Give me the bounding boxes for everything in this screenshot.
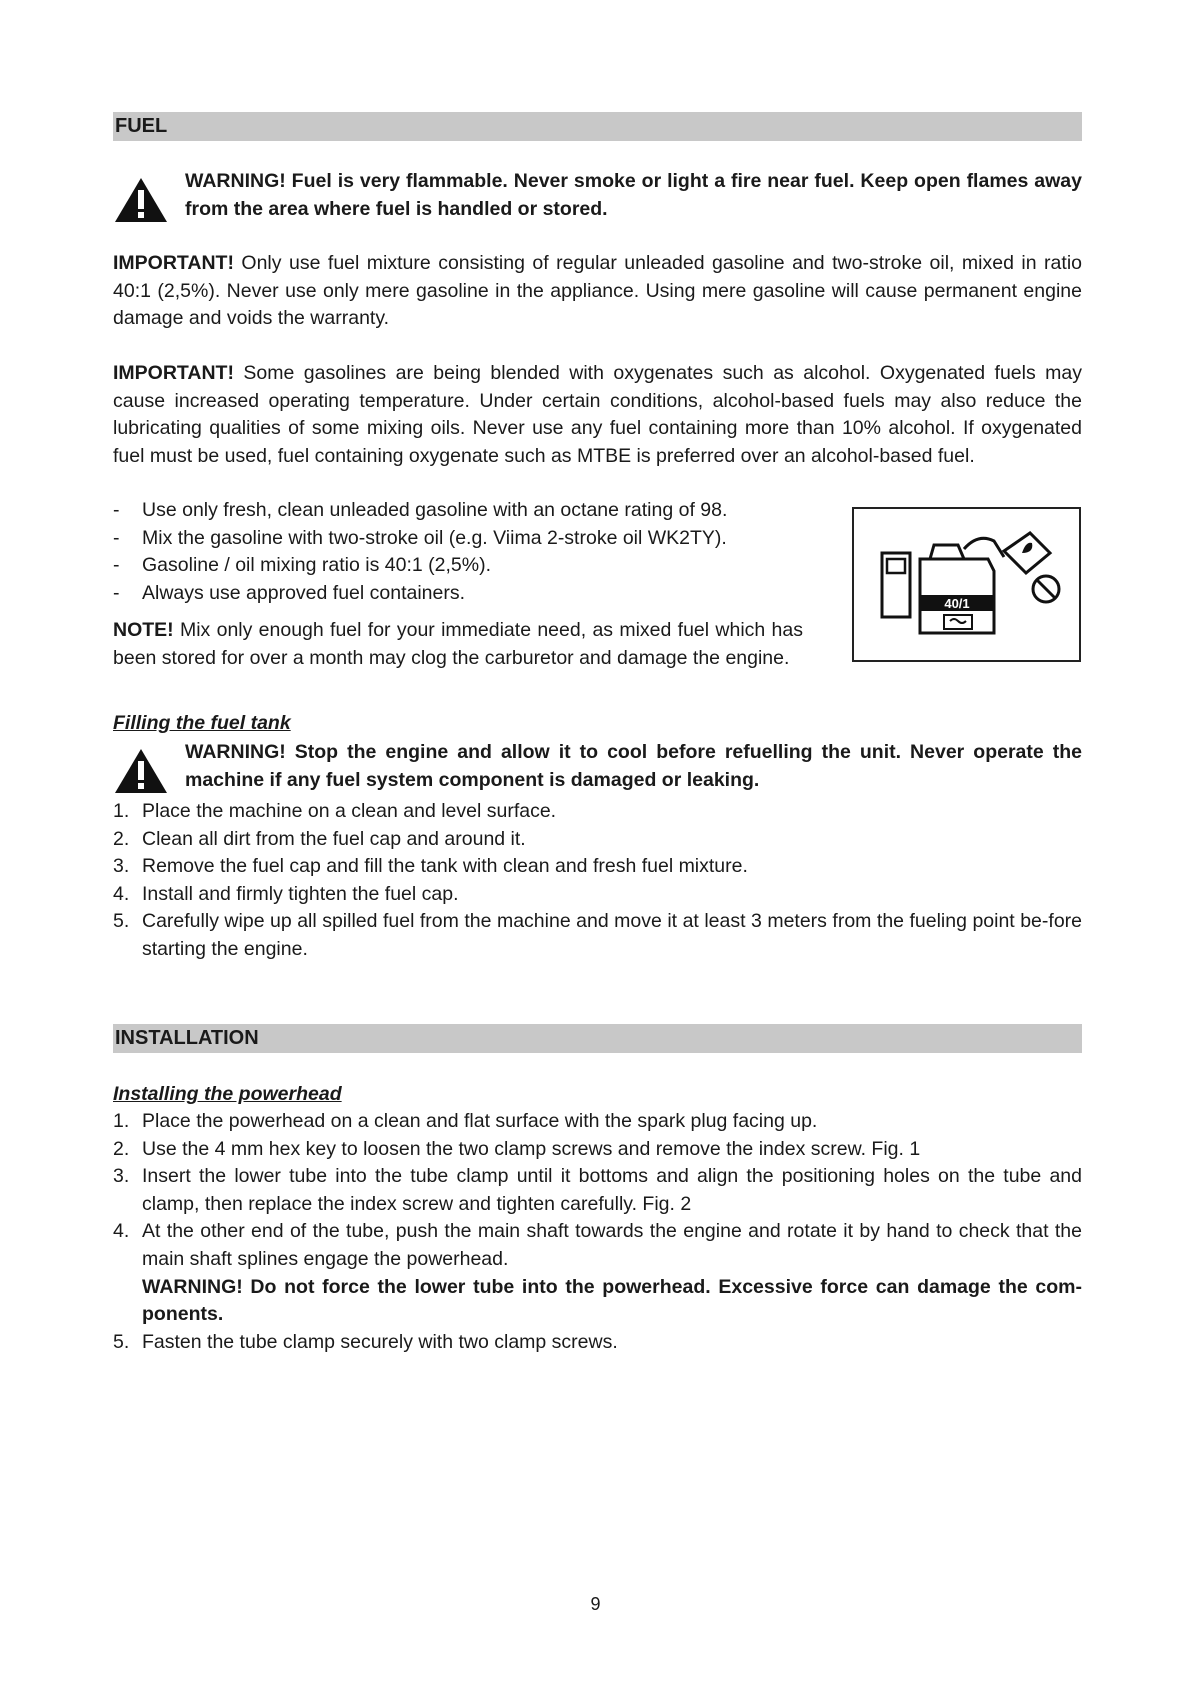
warning-triangle-icon — [113, 176, 169, 224]
installation-section-heading: INSTALLATION — [113, 1024, 1082, 1053]
step-text: At the other end of the tube, push the main shaft towards the engine and rotate it by hand to check that the main shaft splines engage the powerhead. — [142, 1220, 1082, 1270]
important-text: Only use fuel mixture consisting of regular unleaded gasoline and two-stroke oil, mixed in ratio 40:1 (2,5%). Never use only mere gasoline in the appliance. Using mere gasoline will cause permanent engine damage and voids the warranty. — [113, 252, 1082, 330]
list-item — [113, 881, 1082, 909]
filling-warning — [113, 739, 1082, 794]
list-item: - Use only fresh, clean unleaded gasoline with an octane rating of 98. — [113, 497, 803, 525]
list-item — [113, 1329, 1082, 1357]
step-text: Place the powerhead on a clean and flat surface with the spark plug facing up. — [142, 1110, 818, 1132]
step-text: Fasten the tube clamp securely with two clamp screws. — [142, 1330, 618, 1353]
powerhead-steps-container — [113, 1108, 1082, 1356]
list-item — [113, 908, 1082, 963]
step-text: Place the machine on a clean and level surface. — [142, 800, 557, 822]
fuel-bullet-list-container — [113, 497, 803, 607]
step-number: 5. — [113, 910, 130, 933]
list-item: - Gasoline / oil mixing ratio is 40:1 (2,5%). — [113, 552, 803, 580]
note-text: Mix only enough fuel for your immediate need, as mixed fuel which has been stored for over a month may clog the carburetor and damage the engine. — [113, 619, 803, 669]
list-item — [113, 1108, 1082, 1136]
step-number: 1. — [113, 800, 130, 822]
page-number: 9 — [590, 1594, 601, 1614]
list-item — [113, 853, 1082, 881]
important-text: Some gasolines are being blended with oxygenates such as alcohol. Oxygenated fuels may cause increased operating temperature. Under certain conditions, alcohol-based fuels may also reduce the lubricating qualities of some mixing oils. Never use any fuel containing more than 10% alcohol. If oxygenated fuel must be used, fuel containing oxygenate such as MTBE is preferred over an alcohol-based fuel. — [113, 362, 1082, 467]
powerhead-steps — [113, 1108, 1082, 1356]
list-item — [113, 826, 1082, 854]
step-text: Insert the lower tube into the tube clamp until it bottoms and align the positioning holes on the tube and clamp, then replace the index screw and tighten carefully. Fig. 2 — [142, 1165, 1082, 1215]
important-label: IMPORTANT! — [113, 252, 234, 274]
filling-steps-container — [113, 798, 1082, 964]
installing-powerhead-heading: Installing the powerhead — [113, 1083, 342, 1105]
list-item — [113, 798, 1082, 826]
important-oxygenates — [113, 360, 1082, 470]
step-text: Remove the fuel cap and fill the tank with clean and fresh fuel mixture. — [142, 855, 748, 878]
step-text: Clean all dirt from the fuel cap and around it. — [142, 827, 526, 850]
step-number: 3. — [113, 855, 130, 878]
note-label: NOTE! — [113, 619, 174, 641]
step4-warning: WARNING! Do not force the lower tube into the powerhead. Excessive force can damage the com-ponents. — [142, 1275, 1082, 1326]
fuel-can-icon — [854, 509, 1079, 660]
step-number: 4. — [113, 1220, 130, 1243]
filling-steps — [113, 798, 1082, 964]
mix-ratio-label: 40/1 — [944, 596, 970, 611]
step-text: Carefully wipe up all spilled fuel from the machine and move it at least 3 meters from the fueling point be-fore starting the engine. — [142, 910, 1082, 960]
fuel-note — [113, 617, 803, 672]
fuel-section-heading: FUEL — [113, 112, 1082, 141]
fuel-warning — [113, 168, 1082, 223]
filling-fuel-tank-heading: Filling the fuel tank — [113, 712, 291, 734]
list-item: - Mix the gasoline with two-stroke oil (e.g. Viima 2-stroke oil WK2TY). — [113, 525, 803, 553]
step-number: 4. — [113, 882, 130, 905]
filling-warning-text: WARNING! Stop the engine and allow it to cool before refuelling the unit. Never operate the machine if any fuel system component is damaged or leaking. — [185, 741, 1082, 791]
important-fuel-mixture — [113, 250, 1082, 333]
warning-triangle-icon — [113, 747, 169, 795]
important-label: IMPORTANT! — [113, 362, 234, 384]
step-number: 1. — [113, 1110, 130, 1132]
list-item — [113, 1136, 1082, 1164]
step-text: Install and firmly tighten the fuel cap. — [142, 882, 459, 905]
step-number: 3. — [113, 1165, 130, 1188]
fuel-mixing-figure — [852, 507, 1081, 662]
fuel-bullet-list — [113, 497, 803, 607]
step-number: 5. — [113, 1330, 130, 1353]
list-item — [113, 1218, 1082, 1328]
step-number: 2. — [113, 1137, 130, 1160]
step-text: Use the 4 mm hex key to loosen the two clamp screws and remove the index screw. Fig. 1 — [142, 1137, 921, 1160]
step-number: 2. — [113, 827, 130, 850]
list-item: - Always use approved fuel containers. — [113, 580, 803, 608]
fuel-warning-text: WARNING! Fuel is very flammable. Never smoke or light a fire near fuel. Keep open flames away from the area where fuel is handled or stored. — [185, 170, 1082, 220]
list-item — [113, 1163, 1082, 1218]
